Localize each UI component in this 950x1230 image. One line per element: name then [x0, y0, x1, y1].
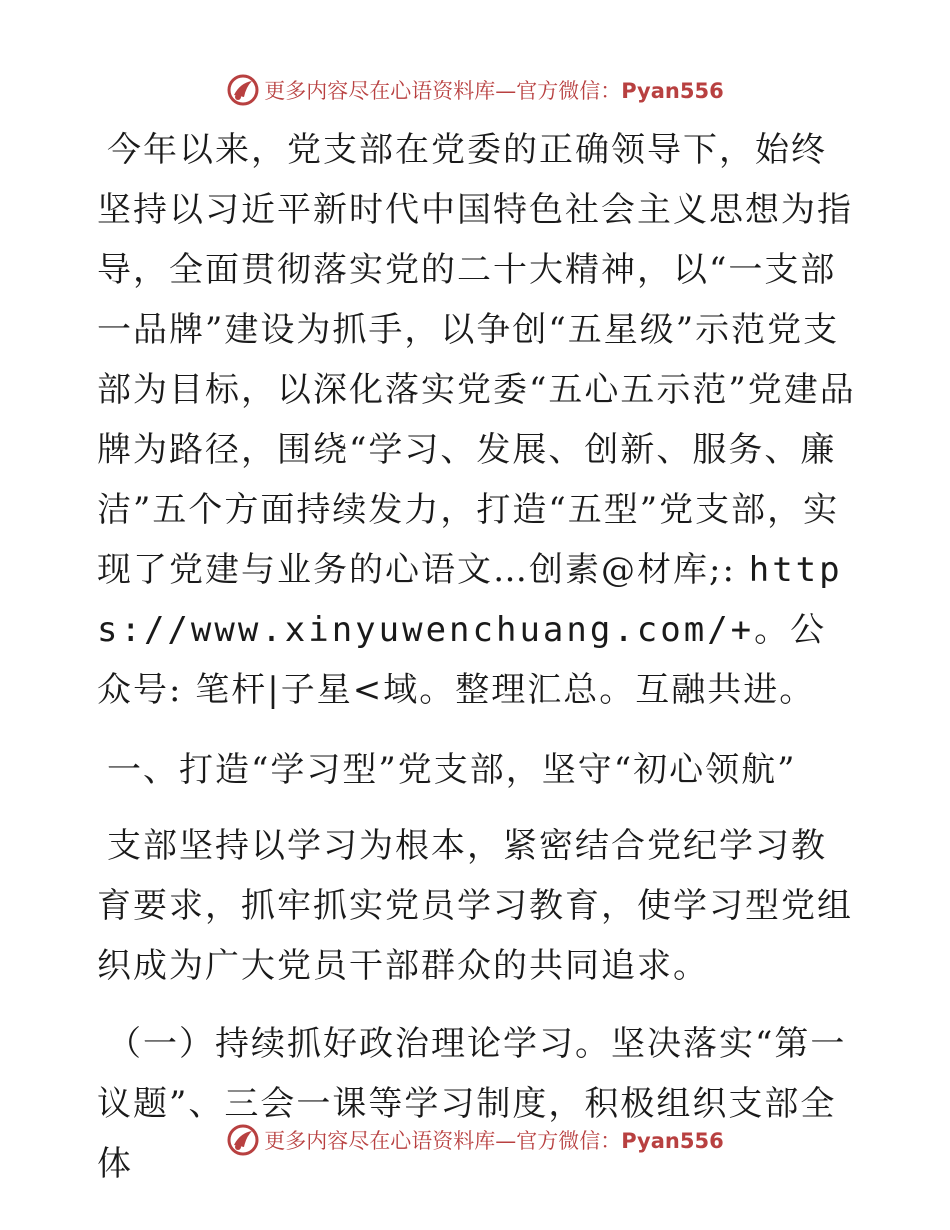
paragraph-intro: 今年以来，党支部在党委的正确领导下，始终坚持以习近平新时代中国特色社会主义思想为指导，全面贯彻落实党的二十大精神，以“一支部一品牌”建设为抓手，以争创“五星级”示范党支部为目标，以深化落实党委“五心五示范”党建品牌为路径，围绕“学习、发展、创新、服务、廉洁”五个方面持续发力，打造“五型”党支部，实现了党建与业务的心语文…创素@材库;: https://www.xinyuwenchuang.com/+。公众号: 笔杆|子星<域。整理汇总。互融共进。 — [97, 130, 856, 710]
header-banner — [0, 70, 950, 110]
logo-icon — [226, 1123, 260, 1157]
paragraph-section-1: 支部坚持以学习为根本，紧密结合党纪学习教育要求，抓牢抓实党员学习教育，使学习型党组织成为广大党员干部群众的共同追求。 — [97, 826, 853, 986]
footer-text: 更多内容尽在心语资料库—官方微信：Pyan556 — [264, 1129, 724, 1153]
section-heading-1: 一、打造“学习型”党支部，坚守“初心领航” — [107, 750, 797, 790]
document-body — [97, 120, 857, 1194]
paragraph-subsection-1: （一）持续抓好政治理论学习。坚决落实“第一议题”、三会一课等学习制度，积极组织支部全体 — [97, 1024, 847, 1184]
header-text: 更多内容尽在心语资料库—官方微信：Pyan556 — [264, 79, 724, 103]
url-text: https://www.xinyuwenchuang.com/+ — [97, 550, 843, 650]
header-wechat-id: Pyan556 — [621, 79, 724, 103]
footer-wechat-id: Pyan556 — [621, 1129, 724, 1153]
footer-banner — [0, 1120, 950, 1160]
logo-icon — [226, 73, 260, 107]
